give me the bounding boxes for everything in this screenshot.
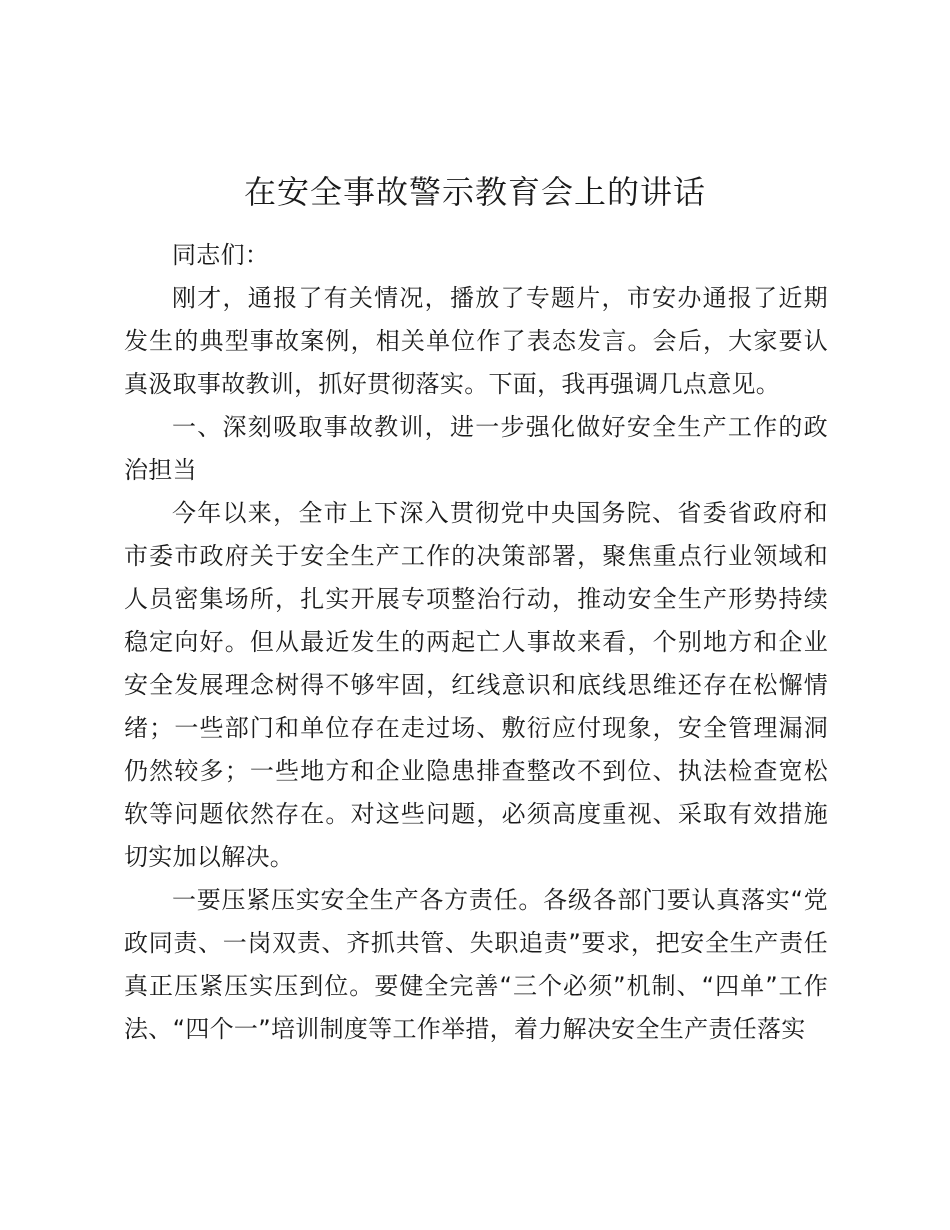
document-title: 在安全事故警示教育会上的讲话 xyxy=(243,173,706,211)
document-body xyxy=(124,234,828,1051)
intro-paragraph: 刚才，通报了有关情况，播放了专题片，市安办通报了近期发生的典型事故案例，相关单位作了表态发言。会后，大家要认真汲取事故教训，抓好贯彻落实。下面，我再强调几点意见。 xyxy=(124,284,828,398)
salutation-paragraph: 同志们： xyxy=(172,241,270,269)
body-paragraph: 一要压紧压实安全生产各方责任。各级各部门要认真落实“党政同责、一岗双责、齐抓共管、失职追责”要求，把安全生产责任真正压紧压实压到位。要健全完善“三个必须”机制、“四单”工作法、“四个一”培训制度等工作举措，着力解决安全生产责任落实 xyxy=(124,886,828,1043)
section-heading: 一、深刻吸取事故教训，进一步强化做好安全生产工作的政治担当 xyxy=(124,413,828,484)
body-paragraph: 今年以来，全市上下深入贯彻党中央国务院、省委省政府和市委市政府关于安全生产工作的决策部署，聚焦重点行业领域和人员密集场所，扎实开展专项整治行动，推动安全生产形势持续稳定向好。但从最近发生的两起亡人事故来看，个别地方和企业安全发展理念树得不够牢固，红线意识和底线思维还存在松懈情绪；一些部门和单位存在走过场、敷衍应付现象，安全管理漏洞仍然较多；一些地方和企业隐患排查整改不到位、执法检查宽松软等问题依然存在。对这些问题，必须高度重视、采取有效措施切实加以解决。 xyxy=(124,499,828,871)
